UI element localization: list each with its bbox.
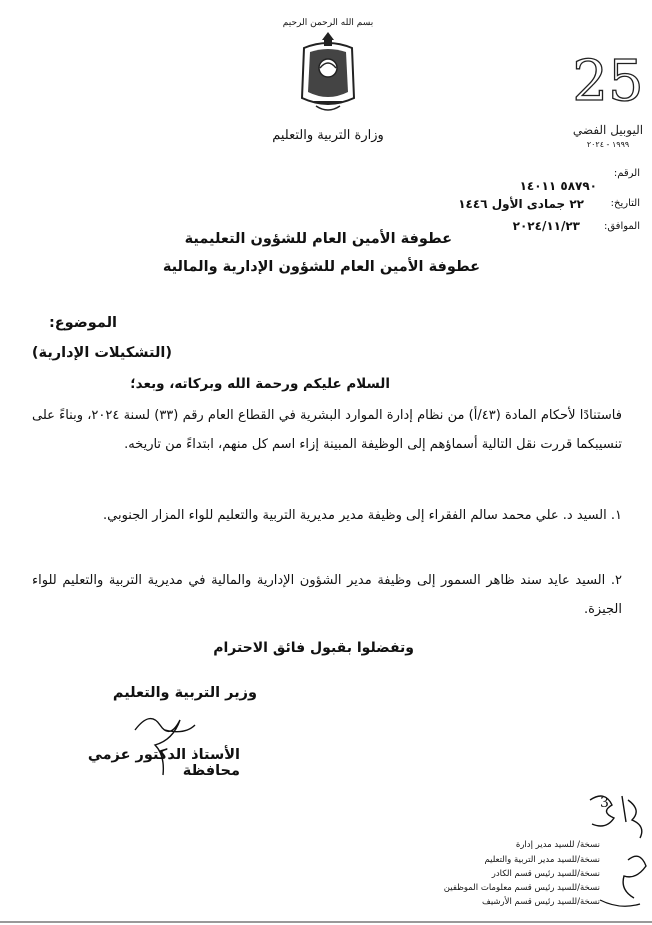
recipient-2: عطوفة الأمين العام للشؤون الإدارية والمالية	[162, 259, 480, 275]
jubilee-caption: اليوبيل الفضي	[572, 123, 644, 137]
subject-value: (التشكيلات الإدارية)	[31, 345, 172, 361]
signatory-name: الأستاذ الدكتور عزمي محافظة	[87, 747, 240, 779]
ministry-name: وزارة التربية والتعليم	[272, 128, 384, 143]
jubilee-years: ١٩٩٩ - ٢٠٢٤	[586, 140, 630, 149]
copy-line: نسخة/للسيد مدير التربية والتعليم	[484, 855, 600, 865]
hijri-date: ٢٢ جمادى الأول ١٤٤٦	[458, 197, 584, 211]
copy-line: نسخة/للسيد رئيس قسم معلومات الموظفين	[443, 883, 600, 893]
intro-paragraph: فاستنادًا لأحكام المادة (٤٣/أ) من نظام إدارة الموارد البشرية في القطاع العام رقم (٣٣) لسنة ٢٠٢٤، وبناءً على تنسيبكما قررت نقل التالية أسماؤهم إلى الوظيفة المبينة إزاء اسم كل منهم، ابتداءً من تاريخه.	[32, 408, 622, 452]
copy-line: نسخة/للسيد رئيس قسم الأرشيف	[482, 897, 600, 907]
copy-line: نسخة/ للسيد مدير إدارة	[515, 840, 600, 850]
subject-label: الموضوع:	[48, 315, 117, 331]
list-item: ١. السيد د. علي محمد سالم الفقراء إلى وظيفة مدير مديرية التربية والتعليم للواء المزار الجنوبي.	[102, 508, 622, 523]
jubilee-number: 25	[572, 49, 644, 114]
page-edge	[0, 921, 652, 923]
list-item: ٢. السيد عايد سند ظاهر السمور إلى وظيفة مدير الشؤون الإدارية والمالية في مديرية التربية والتعليم للواء الجيزة.	[32, 573, 622, 617]
greeting: السلام عليكم ورحمة الله وبركاته، وبعد؛	[130, 376, 390, 392]
date-label: التاريخ:	[610, 198, 640, 209]
silver-jubilee-logo-icon	[572, 30, 644, 150]
gregorian-date: ٢٠٢٤/١١/٢٣	[512, 219, 580, 233]
closing: وتفضلوا بقبول فائق الاحترام	[213, 640, 414, 656]
basmala: بسم الله الرحمن الرحيم	[282, 18, 374, 28]
handwritten-note: 3	[600, 795, 609, 811]
recipient-1: عطوفة الأمين العام للشؤون التعليمية	[184, 231, 452, 247]
coat-of-arms-icon	[296, 18, 360, 118]
signatory-title: وزير التربية والتعليم	[112, 685, 257, 701]
number-label: الرقم:	[613, 168, 640, 179]
copy-line: نسخة/للسيد رئيس قسم الكادر	[491, 869, 600, 879]
reference-number: ٥٨٧٩٠ ١٤٠١١	[519, 179, 597, 193]
gregorian-label: الموافق:	[603, 221, 640, 232]
